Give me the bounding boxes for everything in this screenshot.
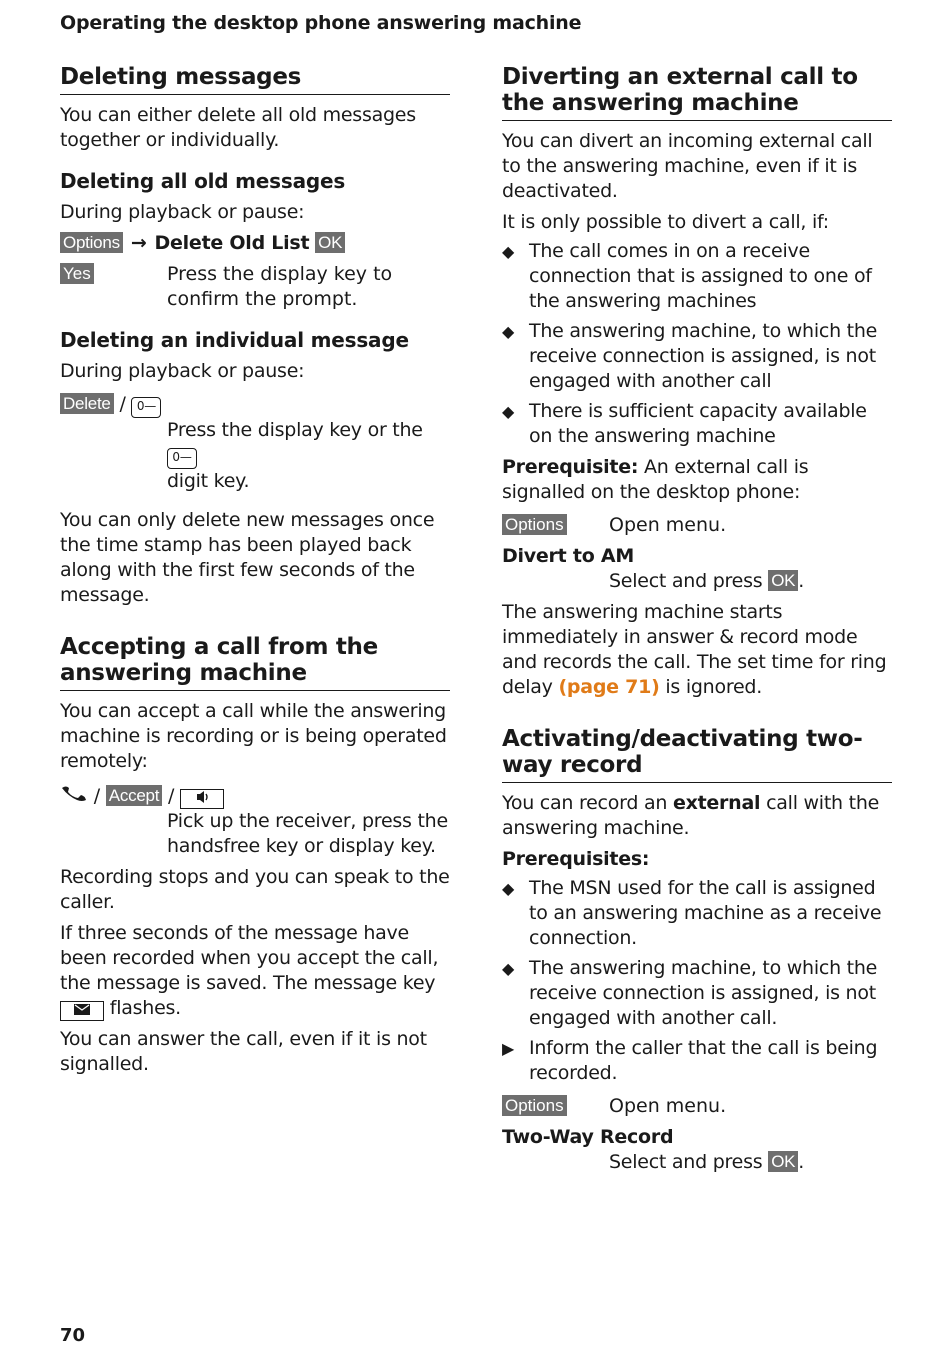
menu-item-divert-to-am[interactable]: Divert to AM	[502, 545, 634, 567]
delete-old-list-step	[60, 231, 450, 256]
diamond-bullet-icon: ◆	[502, 879, 515, 898]
twoway-intro: You can record an external call with the answering machine.	[502, 792, 880, 839]
list-item: ◆ The MSN used for the call is assigned to an answering machine as a receive connection.	[502, 877, 882, 949]
yes-display-key[interactable]: Yes	[60, 263, 94, 284]
twoway-prerequisites-label: Prerequisites:	[502, 848, 650, 870]
divert-result: The answering machine starts immediately in answer & record mode and records the call. The set time for ring delay (page 71) is ignored.	[502, 601, 887, 698]
divert-intro: You can divert an incoming external call to the answering machine, even if it is deactivated.	[502, 130, 873, 202]
delete-display-key[interactable]: Delete	[60, 393, 114, 414]
during-playback-text: During playback or pause:	[60, 201, 305, 223]
ok-display-key[interactable]: OK	[315, 232, 345, 253]
yes-step-text: Press the display key to confirm the prompt.	[167, 263, 393, 310]
open-menu-text: Open menu.	[609, 514, 727, 536]
receiver-icon[interactable]	[60, 785, 94, 807]
divert-prerequisite: Prerequisite: An external call is signalled on the desktop phone:	[502, 456, 809, 503]
deleting-intro: You can either delete all old messages together or individually.	[60, 104, 416, 151]
diamond-bullet-icon: ◆	[502, 402, 515, 421]
subtitle-deleting-individual: Deleting an individual message	[60, 328, 409, 352]
running-header: Operating the desktop phone answering machine	[60, 12, 582, 34]
list-item: ◆ The answering machine, to which the receive connection is assigned, is not engaged with another call.	[502, 957, 878, 1029]
divert-select-text: Select and press OK .	[609, 570, 805, 592]
twoway-prerequisite-list	[502, 876, 892, 1086]
delete-individual-text: Press the display key or the 0— digit key.	[167, 419, 423, 492]
left-column	[60, 64, 450, 1077]
list-item: ▶ Inform the caller that the call is being recorded.	[502, 1037, 878, 1084]
delete-individual-keys	[60, 392, 450, 418]
list-item: ◆ The call comes in on a receive connection that is assigned to one of the answering machines	[502, 240, 872, 312]
section-title-diverting: Diverting an external call to the answering machine	[502, 64, 892, 121]
options-display-key[interactable]: Options	[502, 1095, 567, 1116]
list-item: ◆ The answering machine, to which the receive connection is assigned, is not engaged with another call	[502, 320, 878, 392]
accept-step-text: Pick up the receiver, press the handsfree key or display key.	[167, 810, 448, 857]
options-display-key[interactable]: Options	[502, 514, 567, 535]
ok-display-key[interactable]: OK	[768, 1151, 798, 1172]
twoway-select-text: Select and press OK .	[609, 1151, 805, 1173]
ok-display-key[interactable]: OK	[768, 570, 798, 591]
delete-note: You can only delete new messages once the time stamp has been played back along with the first few seconds of the message.	[60, 509, 435, 606]
divert-options-step	[502, 513, 892, 538]
diamond-bullet-icon: ◆	[502, 242, 515, 261]
message-saved-text: If three seconds of the message have been recorded when you accept the call, the message is saved. The message key flashes.	[60, 922, 439, 1019]
page-link[interactable]: (page 71)	[558, 676, 660, 698]
zero-digit-key-icon[interactable]: 0—	[131, 397, 161, 418]
right-column	[502, 64, 892, 1175]
accept-display-key[interactable]: Accept	[106, 785, 162, 806]
slash-separator: /	[93, 785, 100, 807]
menu-item-delete-old-list[interactable]: Delete Old List	[154, 232, 310, 254]
diamond-bullet-icon: ◆	[502, 959, 515, 978]
section-title-accepting-call: Accepting a call from the answering machine	[60, 634, 450, 691]
slash-separator: /	[168, 785, 175, 807]
open-menu-text: Open menu.	[609, 1095, 727, 1117]
list-item: ◆ There is sufficient capacity available on the answering machine	[502, 400, 867, 447]
twoway-options-step	[502, 1094, 892, 1119]
zero-digit-key-icon-inline: 0—	[167, 448, 197, 469]
recording-stops-text: Recording stops and you can speak to the caller.	[60, 866, 450, 913]
during-playback-text-2: During playback or pause:	[60, 360, 305, 382]
section-title-two-way-record: Activating/deactivating two-way record	[502, 726, 892, 783]
options-display-key[interactable]: Options	[60, 232, 123, 253]
subtitle-deleting-all-old: Deleting all old messages	[60, 169, 346, 193]
slash-separator: /	[119, 393, 126, 415]
section-title-deleting-messages: Deleting messages	[60, 64, 450, 95]
divert-condition: It is only possible to divert a call, if:	[502, 211, 829, 233]
answer-call-text: You can answer the call, even if it is not signalled.	[60, 1028, 427, 1075]
envelope-icon	[60, 1001, 104, 1021]
arrow-icon: →	[130, 232, 147, 254]
accept-keys	[60, 784, 450, 809]
menu-item-two-way-record[interactable]: Two-Way Record	[502, 1126, 674, 1148]
triangle-right-icon: ▶	[502, 1039, 515, 1058]
accepting-intro: You can accept a call while the answering machine is recording or is being operated remotely:	[60, 700, 447, 772]
handsfree-key-icon[interactable]	[180, 789, 224, 809]
diamond-bullet-icon: ◆	[502, 322, 515, 341]
yes-step	[60, 262, 450, 312]
divert-condition-list	[502, 239, 892, 449]
page-number: 70	[60, 1325, 86, 1346]
